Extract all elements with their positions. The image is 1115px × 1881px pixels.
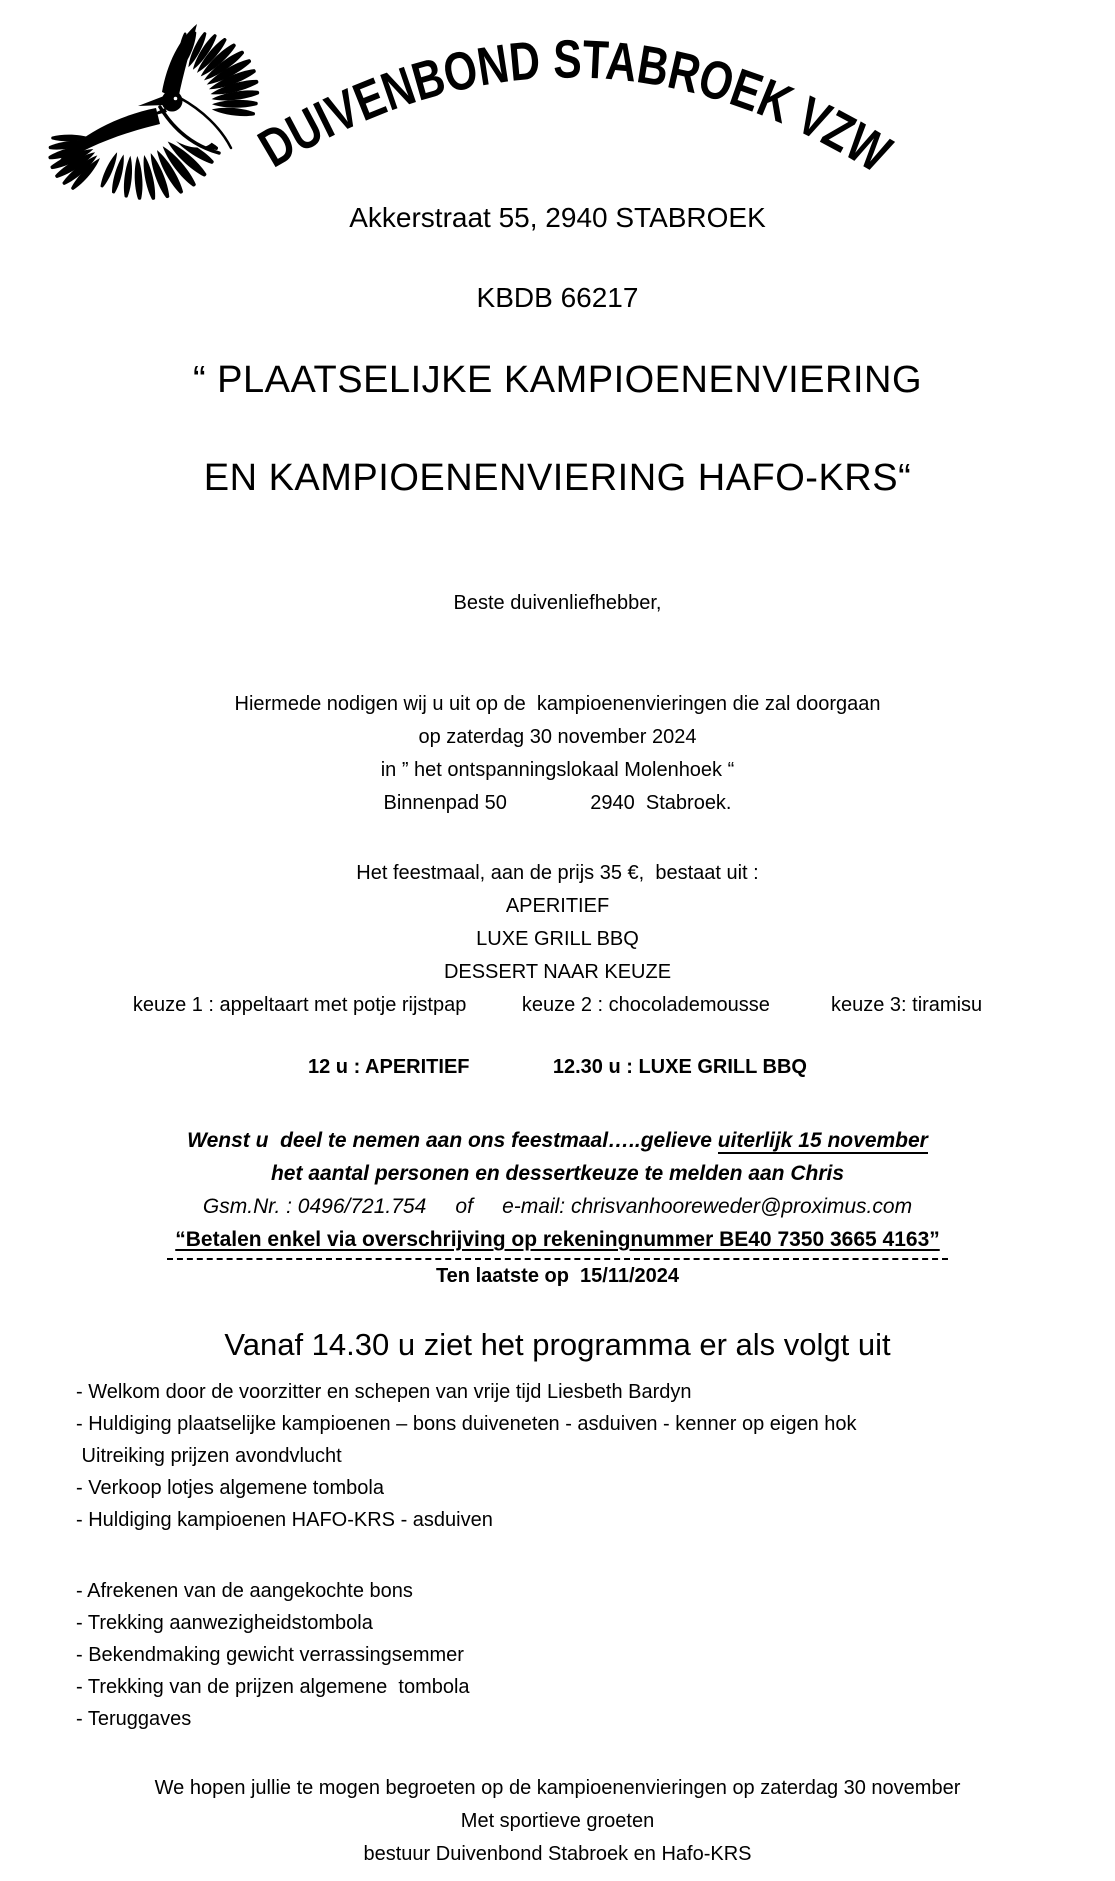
menu-item: LUXE GRILL BBQ [476, 928, 639, 950]
header-art [0, 0, 1115, 210]
kbdb-number: KBDB 66217 [476, 282, 639, 313]
rsvp-line-1 [0, 1124, 1115, 1157]
invitation-paragraph [0, 688, 1115, 820]
salutation: Beste duivenliefhebber, [453, 592, 662, 614]
program-item: Uitreiking prijzen avondvlucht [76, 1445, 342, 1467]
closing-line: We hopen jullie te mogen begroeten op de kampioenenvieringen op zaterdag 30 november [154, 1777, 961, 1799]
rsvp-contact: Gsm.Nr. : 0496/721.754 of e-mail: chrisvanhooreweder@proximus.com [202, 1195, 913, 1218]
closing-greeting: Met sportieve groeten [460, 1810, 655, 1832]
program-item: - Teruggaves [76, 1708, 192, 1730]
dessert-choices: keuze 1 : appeltaart met potje rijstpap keuze 2 : chocolademousse keuze 3: tiramisu [132, 994, 983, 1016]
schedule-line: 12 u : APERITIEF 12.30 u : LUXE GRILL BBQ [308, 1056, 807, 1078]
title-line-1: “ PLAATSELIJKE KAMPIOENENVIERING [192, 359, 923, 401]
program-item: - Huldiging kampioenen HAFO-KRS - asduiven [76, 1509, 493, 1531]
program-item: - Afrekenen van de aangekochte bons [76, 1580, 413, 1602]
club-name-arched: DUIVENBOND STABROEK VZW [248, 29, 911, 190]
program-heading: Vanaf 14.30 u ziet het programma er als volgt uit [224, 1327, 891, 1362]
rsvp-line-2: het aantal personen en dessertkeuze te melden aan Chris [270, 1162, 845, 1185]
program-item: - Trekking aanwezigheidstombola [76, 1612, 373, 1634]
invitation-line: Hiermede nodigen wij u uit op de kampioenenvieringen die zal doorgaan [234, 693, 881, 715]
invitation-address: Binnenpad 50 2940 Stabroek. [383, 792, 732, 814]
program-item: - Verkoop lotjes algemene tombola [76, 1477, 384, 1499]
invitation-venue: in ” het ontspanningslokaal Molenhoek “ [380, 759, 735, 781]
program-list-2 [0, 1575, 1115, 1735]
rsvp-deadline-underlined: uiterlijk 15 november [717, 1129, 928, 1152]
dove-logo-icon [47, 24, 259, 201]
title-line-2: EN KAMPIOENENVIERING HAFO-KRS“ [203, 457, 912, 499]
payment-text: “Betalen enkel via overschrijving op rekeningnummer BE40 7350 3665 4163” [175, 1228, 940, 1251]
closing-section [0, 1772, 1115, 1871]
closing-signature: bestuur Duivenbond Stabroek en Hafo-KRS [363, 1843, 752, 1865]
menu-item: DESSERT NAAR KEUZE [443, 961, 672, 983]
rsvp-section [0, 1124, 1115, 1293]
address-line: Akkerstraat 55, 2940 STABROEK [349, 202, 766, 233]
menu-section [0, 857, 1115, 1022]
program-list-1 [0, 1376, 1115, 1536]
menu-item: APERITIEF [505, 895, 610, 917]
program-item: - Bekendmaking gewicht verrassingsemmer [76, 1644, 464, 1666]
invitation-date: op zaterdag 30 november 2024 [418, 726, 697, 748]
program-item: - Huldiging plaatselijke kampioenen – bons duiveneten - asduiven - kenner op eigen hok [76, 1413, 857, 1435]
payment-line [0, 1223, 1115, 1260]
program-item: - Trekking van de prijzen algemene tombola [76, 1676, 470, 1698]
menu-intro: Het feestmaal, aan de prijs 35 €, bestaat uit : [356, 862, 759, 884]
program-item: - Welkom door de voorzitter en schepen van vrije tijd Liesbeth Bardyn [76, 1381, 692, 1403]
rsvp-line-1-pre: Wenst u deel te nemen aan ons feestmaal…..gelieve [187, 1129, 718, 1152]
payment-underline-wrap [167, 1223, 948, 1260]
payment-deadline: Ten laatste op 15/11/2024 [435, 1265, 680, 1287]
